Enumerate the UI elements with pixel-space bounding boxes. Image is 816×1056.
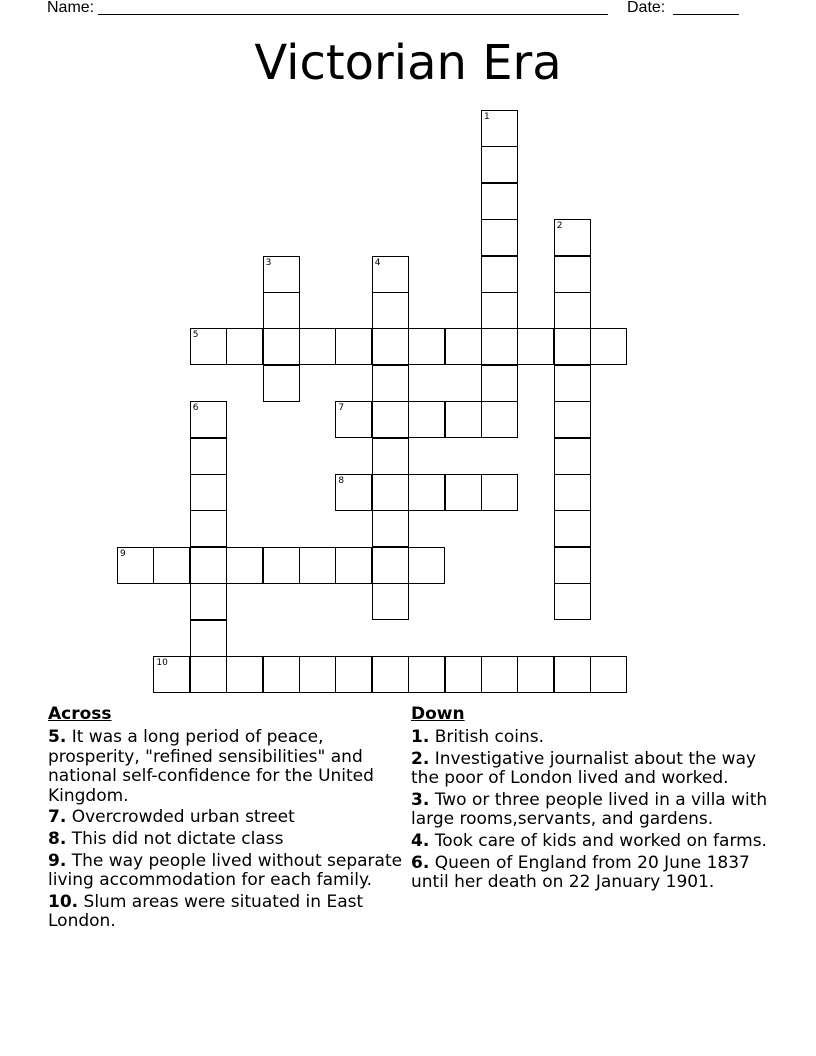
grid-cell[interactable] — [263, 547, 300, 584]
clue-number-label: 6. — [411, 852, 430, 873]
grid-cell[interactable] — [554, 510, 591, 547]
clue-number: 3 — [265, 257, 272, 268]
grid-cell[interactable] — [481, 328, 518, 365]
clue-number: 10 — [156, 658, 168, 668]
grid-cell[interactable] — [408, 401, 445, 438]
grid-cell[interactable] — [590, 328, 627, 365]
clue-text: It was a long period of peace, prosperity, "refined sensibilities" and national self-confidence for the United Kingdom. — [48, 727, 374, 806]
clue-item — [411, 791, 781, 830]
clue-number: 4 — [374, 257, 381, 268]
clue-number-label: 4. — [411, 830, 430, 851]
clue-item — [411, 750, 781, 789]
grid-cell[interactable] — [263, 365, 300, 402]
grid-cell[interactable] — [554, 438, 591, 475]
grid-cell[interactable] — [481, 365, 518, 402]
clue-text: The way people lived without separate living accommodation for each family. — [48, 850, 403, 891]
clue-item — [48, 893, 410, 932]
grid-cell[interactable] — [517, 656, 554, 693]
clue-number: 5 — [192, 330, 199, 341]
grid-cell[interactable] — [335, 656, 372, 693]
grid-cell[interactable] — [408, 474, 445, 511]
grid-cell[interactable] — [372, 438, 409, 475]
clue-number: 9 — [120, 548, 126, 559]
clue-number-label: 8. — [48, 828, 67, 849]
grid-cell[interactable] — [190, 620, 227, 657]
grid-cell[interactable] — [554, 656, 591, 693]
grid-cell[interactable] — [226, 328, 263, 365]
grid-cell[interactable] — [445, 656, 482, 693]
grid-cell[interactable] — [226, 656, 263, 693]
grid-cell[interactable] — [481, 474, 518, 511]
grid-cell[interactable] — [554, 219, 591, 256]
clue-number: 1 — [484, 112, 490, 122]
clue-text: This did not dictate class — [66, 828, 284, 849]
grid-cell[interactable] — [117, 547, 154, 584]
clue-item — [411, 854, 781, 893]
grid-cell[interactable] — [554, 365, 591, 402]
grid-cell[interactable] — [153, 656, 190, 693]
grid-cell[interactable] — [263, 256, 300, 293]
grid-cell[interactable] — [372, 256, 409, 293]
grid-cell[interactable] — [481, 292, 518, 329]
grid-cell[interactable] — [517, 328, 554, 365]
clue-text: Overcrowded urban street — [66, 807, 295, 828]
grid-cell[interactable] — [481, 146, 518, 183]
clue-text: Investigative journalist about the way the poor of London lived and worked. — [411, 748, 757, 789]
grid-cell[interactable] — [263, 292, 300, 329]
grid-cell[interactable] — [263, 656, 300, 693]
grid-cell[interactable] — [190, 401, 227, 438]
grid-cell[interactable] — [554, 583, 591, 620]
clue-item — [48, 808, 410, 828]
clue-item — [48, 728, 410, 806]
clue-text: British coins. — [429, 727, 545, 747]
grid-cell[interactable] — [153, 547, 190, 584]
grid-cell[interactable] — [335, 328, 372, 365]
down-heading: Down — [411, 704, 465, 724]
grid-cell[interactable] — [190, 510, 227, 547]
clue-item — [411, 728, 781, 748]
down-clues — [411, 704, 781, 895]
grid-cell[interactable] — [481, 183, 518, 220]
clue-text: Queen of England from 20 June 1837 until her death on 22 January 1901. — [411, 852, 750, 893]
grid-cell[interactable] — [372, 583, 409, 620]
grid-cell[interactable] — [554, 328, 591, 365]
grid-cell[interactable] — [372, 656, 409, 693]
name-label: Name: — [47, 0, 95, 16]
grid-cell[interactable] — [408, 656, 445, 693]
clue-number-label: 7. — [48, 807, 67, 828]
grid-cell[interactable] — [445, 474, 482, 511]
grid-cell[interactable] — [372, 365, 409, 402]
grid-cell[interactable] — [299, 547, 336, 584]
grid-cell[interactable] — [445, 328, 482, 365]
clue-text: Took care of kids and worked on farms. — [429, 830, 767, 851]
clue-number: 8 — [338, 476, 345, 486]
grid-cell[interactable] — [590, 656, 627, 693]
grid-cell[interactable] — [554, 474, 591, 511]
clue-number-label: 2. — [411, 748, 430, 769]
clue-item — [411, 832, 781, 852]
grid-cell[interactable] — [481, 401, 518, 438]
grid-cell[interactable] — [372, 292, 409, 329]
grid-cell[interactable] — [263, 328, 300, 365]
grid-cell[interactable] — [554, 292, 591, 329]
grid-cell[interactable] — [335, 547, 372, 584]
clue-number: 2 — [556, 221, 563, 232]
clue-number-label: 10. — [48, 891, 79, 912]
page-title: Victorian Era — [254, 35, 562, 91]
grid-cell[interactable] — [226, 547, 263, 584]
grid-cell[interactable] — [445, 401, 482, 438]
grid-cell[interactable] — [408, 547, 445, 584]
grid-cell[interactable] — [372, 401, 409, 438]
grid-cell[interactable] — [372, 510, 409, 547]
clue-number: 7 — [338, 403, 345, 414]
grid-cell[interactable] — [554, 401, 591, 438]
grid-cell[interactable] — [190, 656, 227, 693]
across-heading: Across — [48, 704, 112, 724]
grid-cell[interactable] — [190, 328, 227, 365]
clue-item — [48, 852, 410, 891]
grid-cell[interactable] — [481, 110, 518, 147]
clue-number-label: 1. — [411, 727, 430, 747]
grid-cell[interactable] — [554, 547, 591, 584]
grid-cell[interactable] — [299, 328, 336, 365]
clue-number-label: 5. — [48, 727, 67, 747]
clue-text: Slum areas were situated in East London. — [48, 891, 364, 932]
grid-cell[interactable] — [372, 547, 409, 584]
grid-cell[interactable] — [335, 401, 372, 438]
clue-number: 6 — [192, 403, 199, 414]
grid-cell[interactable] — [408, 328, 445, 365]
grid-cell[interactable] — [190, 438, 227, 475]
grid-cell[interactable] — [190, 583, 227, 620]
grid-cell[interactable] — [481, 256, 518, 293]
clue-item — [48, 830, 410, 850]
date-label: Date: — [627, 0, 666, 16]
grid-cell[interactable] — [335, 474, 372, 511]
grid-cell[interactable] — [190, 547, 227, 584]
clue-text: Two or three people lived in a villa with large rooms,servants, and gardens. — [411, 789, 768, 830]
clue-number-label: 9. — [48, 850, 67, 871]
grid-cell[interactable] — [299, 656, 336, 693]
grid-cell[interactable] — [372, 474, 409, 511]
grid-cell[interactable] — [554, 256, 591, 293]
grid-cell[interactable] — [372, 328, 409, 365]
grid-cell[interactable] — [481, 219, 518, 256]
grid-cell[interactable] — [481, 656, 518, 693]
grid-cell[interactable] — [190, 474, 227, 511]
clue-number-label: 3. — [411, 789, 430, 810]
across-clues — [48, 704, 410, 934]
